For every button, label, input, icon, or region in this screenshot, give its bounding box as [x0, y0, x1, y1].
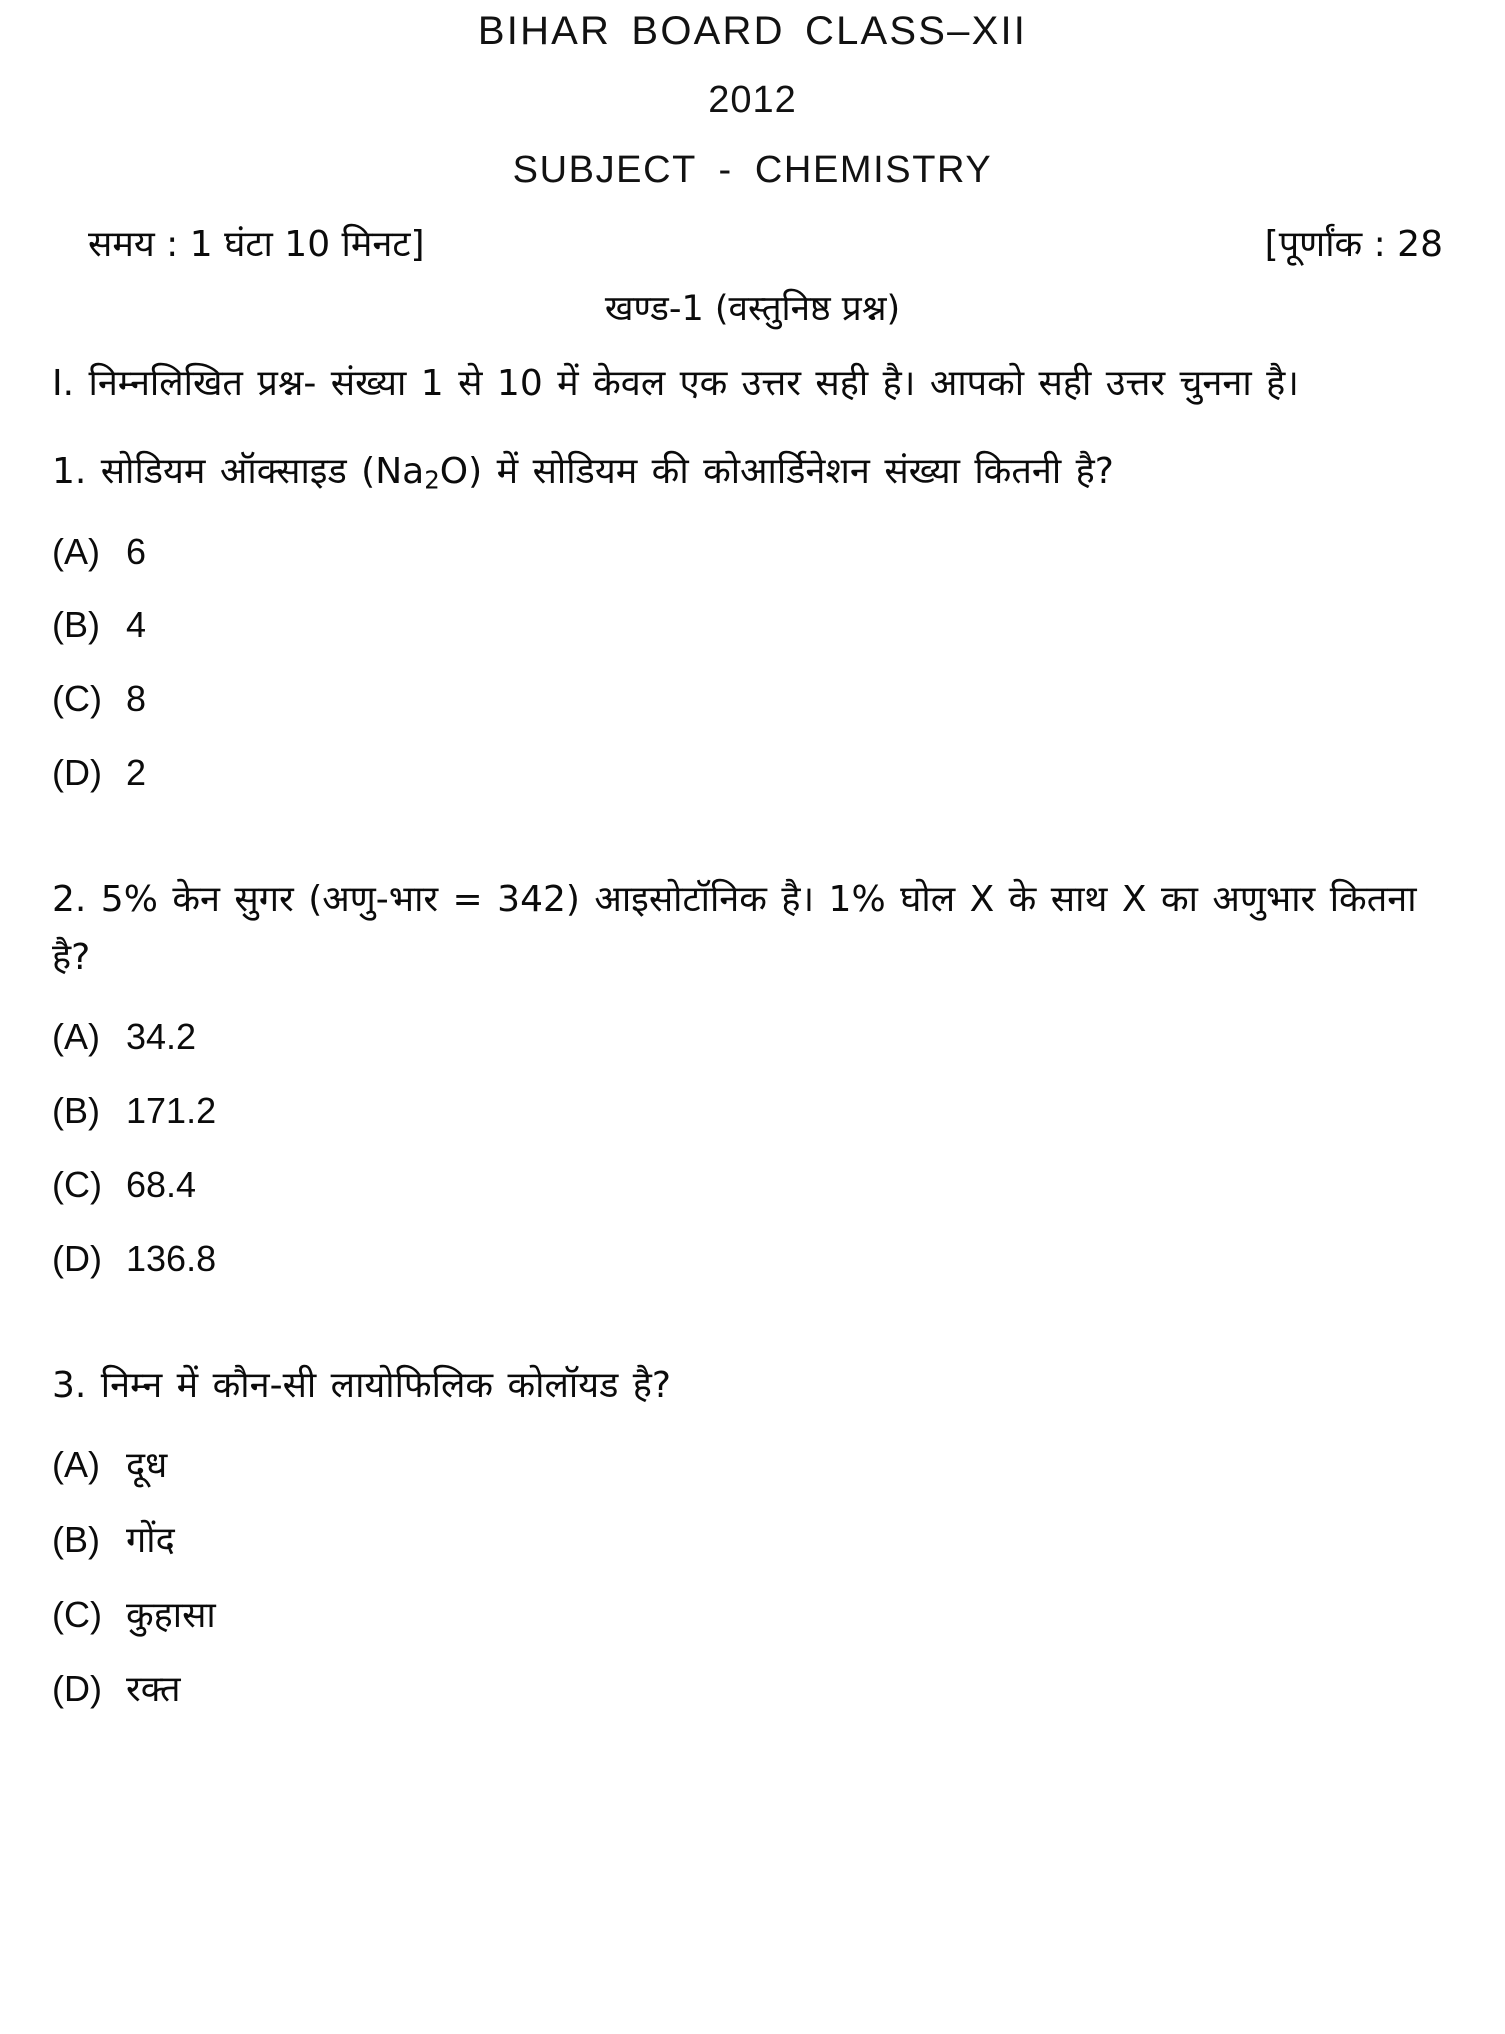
option-tag: (B)	[52, 1518, 100, 1560]
option-2a[interactable]	[52, 1014, 1453, 1061]
option-value: गोंद	[126, 1519, 175, 1561]
option-2c[interactable]	[52, 1162, 1453, 1209]
option-tag: (B)	[52, 1090, 100, 1132]
question-block-3	[52, 1357, 1453, 1715]
option-tag: (D)	[52, 752, 102, 794]
option-1b[interactable]	[52, 602, 1453, 649]
option-value: 136.8	[126, 1237, 217, 1279]
option-1d[interactable]	[52, 750, 1453, 797]
question-block-2	[52, 871, 1453, 1283]
exam-meta-row	[52, 221, 1453, 270]
option-2b[interactable]	[52, 1088, 1453, 1135]
question-text-2: 2. 5% केन सुगर (अणु-भार = 342) आइसोटॉनिक है। 1% घोल X के साथ X का अणुभार कितना है?	[52, 878, 1417, 979]
option-value: रक्त	[126, 1669, 181, 1711]
exam-year: 2012	[708, 79, 797, 121]
options-list-2	[52, 1014, 1453, 1282]
question-1-text-before-formula: 1. सोडियम ऑक्साइड (Na	[52, 451, 425, 493]
option-value: 6	[126, 530, 147, 572]
formula-subscript-na2o: 2	[424, 465, 440, 495]
question-1-text-after-formula: O) में सोडियम की कोआर्डिनेशन संख्या कितनी है?	[439, 451, 1114, 493]
document-header	[52, 0, 1453, 193]
option-tag: (D)	[52, 1237, 102, 1279]
option-2d[interactable]	[52, 1236, 1453, 1283]
option-1c[interactable]	[52, 676, 1453, 723]
option-value: कुहासा	[126, 1594, 216, 1636]
option-tag: (A)	[52, 1443, 100, 1485]
options-list-3	[52, 1442, 1453, 1714]
option-value: 171.2	[126, 1090, 217, 1132]
board-title: BIHAR BOARD CLASS–XII	[477, 9, 1028, 53]
time-allowed: समय : 1 घंटा 10 मिनट]	[88, 224, 425, 266]
option-3c[interactable]	[52, 1592, 1453, 1640]
subject-line: SUBJECT - CHEMISTRY	[512, 148, 993, 191]
question-text-1	[52, 443, 1453, 501]
section-heading: खण्ड-1 (वस्तुनिष्ठ प्रश्न)	[604, 288, 901, 329]
option-tag: (C)	[52, 678, 102, 720]
full-marks: [पूर्णांक : 28	[1264, 224, 1443, 266]
option-value: 68.4	[126, 1164, 197, 1206]
option-value: 8	[126, 678, 147, 720]
option-3a[interactable]	[52, 1442, 1453, 1490]
question-text-3: 3. निम्न में कौन-सी लायोफिलिक कोलॉयड है?	[52, 1364, 672, 1406]
question-block-1	[52, 443, 1453, 797]
option-tag: (A)	[52, 1016, 100, 1058]
option-tag: (D)	[52, 1668, 102, 1710]
option-tag: (C)	[52, 1593, 102, 1635]
instruction-paragraph: I. निम्नलिखित प्रश्न- संख्या 1 से 10 में केवल एक उत्तर सही है। आपको सही उत्तर चुनना है।	[52, 363, 1299, 405]
option-value: 4	[126, 604, 147, 646]
option-3b[interactable]	[52, 1517, 1453, 1565]
option-tag: (A)	[52, 530, 100, 572]
option-tag: (C)	[52, 1164, 102, 1206]
option-value: 2	[126, 752, 147, 794]
option-3d[interactable]	[52, 1666, 1453, 1714]
option-1a[interactable]	[52, 529, 1453, 576]
option-value: 34.2	[126, 1016, 197, 1058]
options-list-1	[52, 529, 1453, 797]
option-value: दूध	[126, 1444, 168, 1486]
option-tag: (B)	[52, 604, 100, 646]
